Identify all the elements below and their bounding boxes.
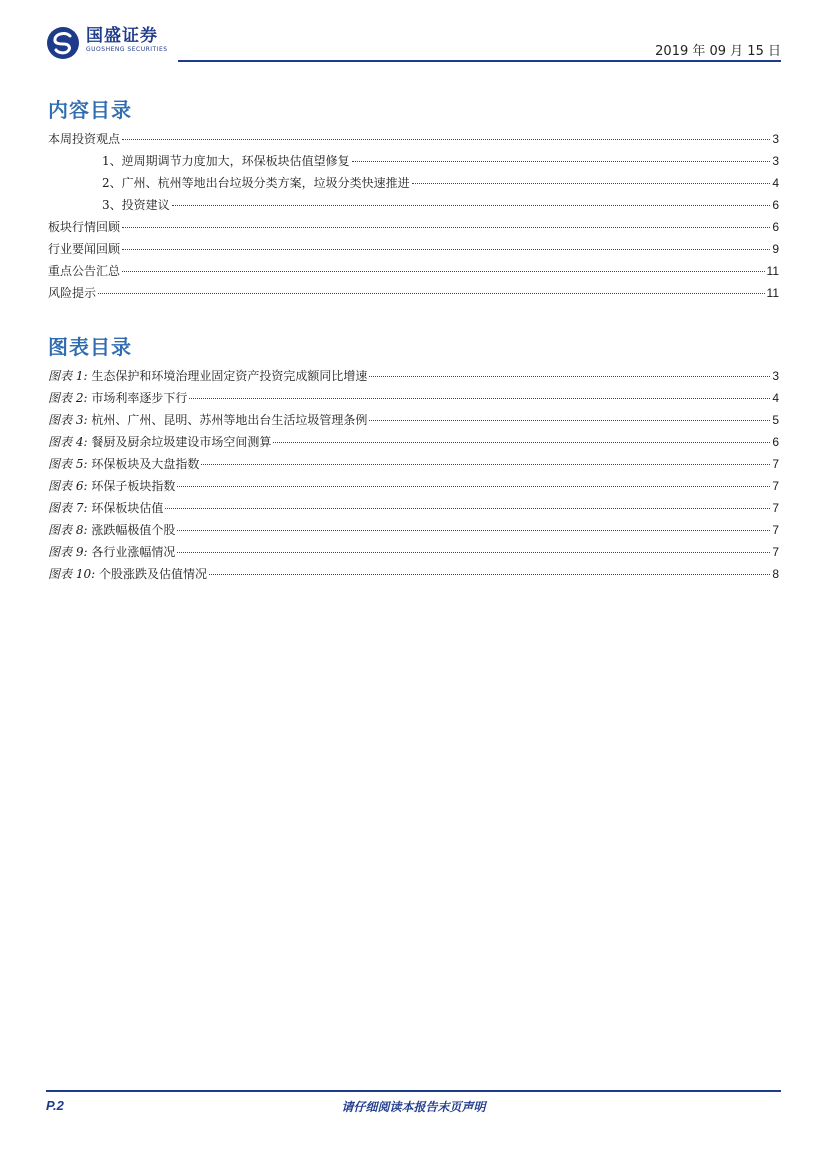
toc-page-number: 6 — [772, 220, 779, 234]
page-footer — [46, 1090, 781, 1114]
toc-entry[interactable] — [48, 218, 779, 240]
dot-leader — [177, 552, 770, 553]
figure-toc-entry[interactable] — [48, 499, 779, 521]
figure-caption: 个股涨跌及估值情况 — [98, 567, 207, 581]
toc-entry-label — [48, 565, 207, 582]
figure-caption: 市场利率逐步下行 — [91, 391, 188, 405]
toc-entry-label: 2、广州、杭州等地出台垃圾分类方案，垃圾分类快速推进 — [102, 176, 410, 190]
dot-leader — [201, 464, 770, 465]
dot-leader — [165, 508, 770, 509]
figure-caption: 杭州、广州、昆明、苏州等地出台生活垃圾管理条例 — [91, 413, 368, 427]
toc-page-number: 4 — [772, 391, 779, 405]
toc-entry-label — [48, 543, 175, 560]
dot-leader — [122, 271, 765, 272]
toc-entry-label — [48, 521, 175, 538]
toc-entry[interactable] — [48, 240, 779, 262]
dot-leader — [177, 486, 770, 487]
figure-caption: 环保子板块指数 — [91, 479, 176, 493]
figure-number: 图表 6: — [48, 479, 88, 493]
figure-caption: 环保板块及大盘指数 — [91, 457, 200, 471]
figure-number: 图表 3: — [48, 413, 88, 427]
figure-caption: 餐厨及厨余垃圾建设市场空间测算 — [91, 435, 272, 449]
header-divider — [178, 60, 781, 62]
toc-page-number: 3 — [772, 154, 779, 168]
figure-toc-entry[interactable] — [48, 543, 779, 565]
dot-leader — [273, 442, 770, 443]
contents-list — [48, 130, 779, 306]
toc-entry-label — [48, 411, 367, 428]
figure-number: 图表 10: — [48, 567, 96, 581]
dot-leader — [122, 227, 770, 228]
dot-leader — [122, 249, 770, 250]
figure-number: 图表 4: — [48, 435, 88, 449]
dot-leader — [412, 183, 771, 184]
toc-entry-label: 重点公告汇总 — [48, 264, 121, 278]
figure-toc-entry[interactable] — [48, 477, 779, 499]
figure-number: 图表 8: — [48, 523, 88, 537]
dot-leader — [189, 398, 770, 399]
figure-caption: 生态保护和环境治理业固定资产投资完成额同比增速 — [91, 369, 368, 383]
toc-entry-label — [48, 367, 367, 384]
company-logo — [46, 26, 168, 60]
page-header — [46, 22, 781, 62]
toc-entry-label: 风险提示 — [48, 286, 97, 300]
toc-entry-label: 1、逆周期调节力度加大，环保板块估值望修复 — [102, 154, 350, 168]
toc-entry-label — [48, 389, 187, 406]
toc-entry[interactable] — [48, 174, 779, 196]
contents-title: 内容目录 — [48, 98, 132, 122]
figure-number: 图表 7: — [48, 501, 88, 515]
toc-page-number: 4 — [772, 176, 779, 190]
figure-number: 图表 9: — [48, 545, 88, 559]
toc-page-number: 9 — [772, 242, 779, 256]
toc-page-number: 6 — [772, 435, 779, 449]
toc-page-number: 11 — [766, 286, 779, 300]
dot-leader — [209, 574, 770, 575]
figure-toc-entry[interactable] — [48, 433, 779, 455]
figure-caption: 环保板块估值 — [91, 501, 164, 515]
figure-toc-entry[interactable] — [48, 455, 779, 477]
toc-page-number: 11 — [766, 264, 779, 278]
toc-entry-label — [48, 455, 199, 472]
toc-entry-label — [48, 433, 271, 450]
dot-leader — [369, 420, 770, 421]
figure-number: 图表 1: — [48, 369, 88, 383]
figure-number: 图表 2: — [48, 391, 88, 405]
disclaimer-note: 请仔细阅读本报告末页声明 — [341, 1100, 486, 1114]
toc-page-number: 7 — [772, 457, 779, 471]
guosheng-logo-icon — [46, 26, 80, 60]
toc-page-number: 6 — [772, 198, 779, 212]
figure-toc-entry[interactable] — [48, 389, 779, 411]
dot-leader — [172, 205, 771, 206]
figure-caption: 涨跌幅极值个股 — [91, 523, 176, 537]
toc-entry-label: 板块行情回顾 — [48, 220, 121, 234]
toc-page-number: 8 — [772, 567, 779, 581]
toc-entry[interactable] — [48, 196, 779, 218]
report-date: 2019 年 09 月 15 日 — [655, 44, 781, 59]
dot-leader — [177, 530, 770, 531]
logo-chinese-name: 国盛证券 — [86, 26, 158, 46]
toc-page-number: 3 — [772, 132, 779, 146]
toc-page-number: 7 — [772, 545, 779, 559]
toc-entry-label: 3、投资建议 — [102, 198, 170, 212]
toc-page-number: 7 — [772, 501, 779, 515]
page-number: P.2 — [46, 1098, 64, 1113]
dot-leader — [98, 293, 765, 294]
figures-list — [48, 367, 779, 587]
footer-divider — [46, 1090, 781, 1092]
figure-toc-entry[interactable] — [48, 521, 779, 543]
toc-entry-label: 本周投资观点 — [48, 132, 121, 146]
dot-leader — [352, 161, 771, 162]
toc-entry[interactable] — [48, 284, 779, 306]
toc-entry-label — [48, 499, 163, 516]
toc-entry[interactable] — [48, 262, 779, 284]
figure-toc-entry[interactable] — [48, 411, 779, 433]
toc-page-number: 3 — [772, 369, 779, 383]
toc-page-number: 7 — [772, 523, 779, 537]
figures-title: 图表目录 — [48, 335, 132, 359]
toc-page-number: 5 — [772, 413, 779, 427]
figure-toc-entry[interactable] — [48, 367, 779, 389]
toc-entry-label: 行业要闻回顾 — [48, 242, 121, 256]
dot-leader — [122, 139, 770, 140]
toc-entry[interactable] — [48, 130, 779, 152]
dot-leader — [369, 376, 770, 377]
toc-page-number: 7 — [772, 479, 779, 493]
figure-toc-entry[interactable] — [48, 565, 779, 587]
toc-entry[interactable] — [48, 152, 779, 174]
toc-entry-label — [48, 477, 175, 494]
figure-caption: 各行业涨幅情况 — [91, 545, 176, 559]
figure-number: 图表 5: — [48, 457, 88, 471]
logo-english-name: GUOSHENG SECURITIES — [86, 46, 168, 53]
